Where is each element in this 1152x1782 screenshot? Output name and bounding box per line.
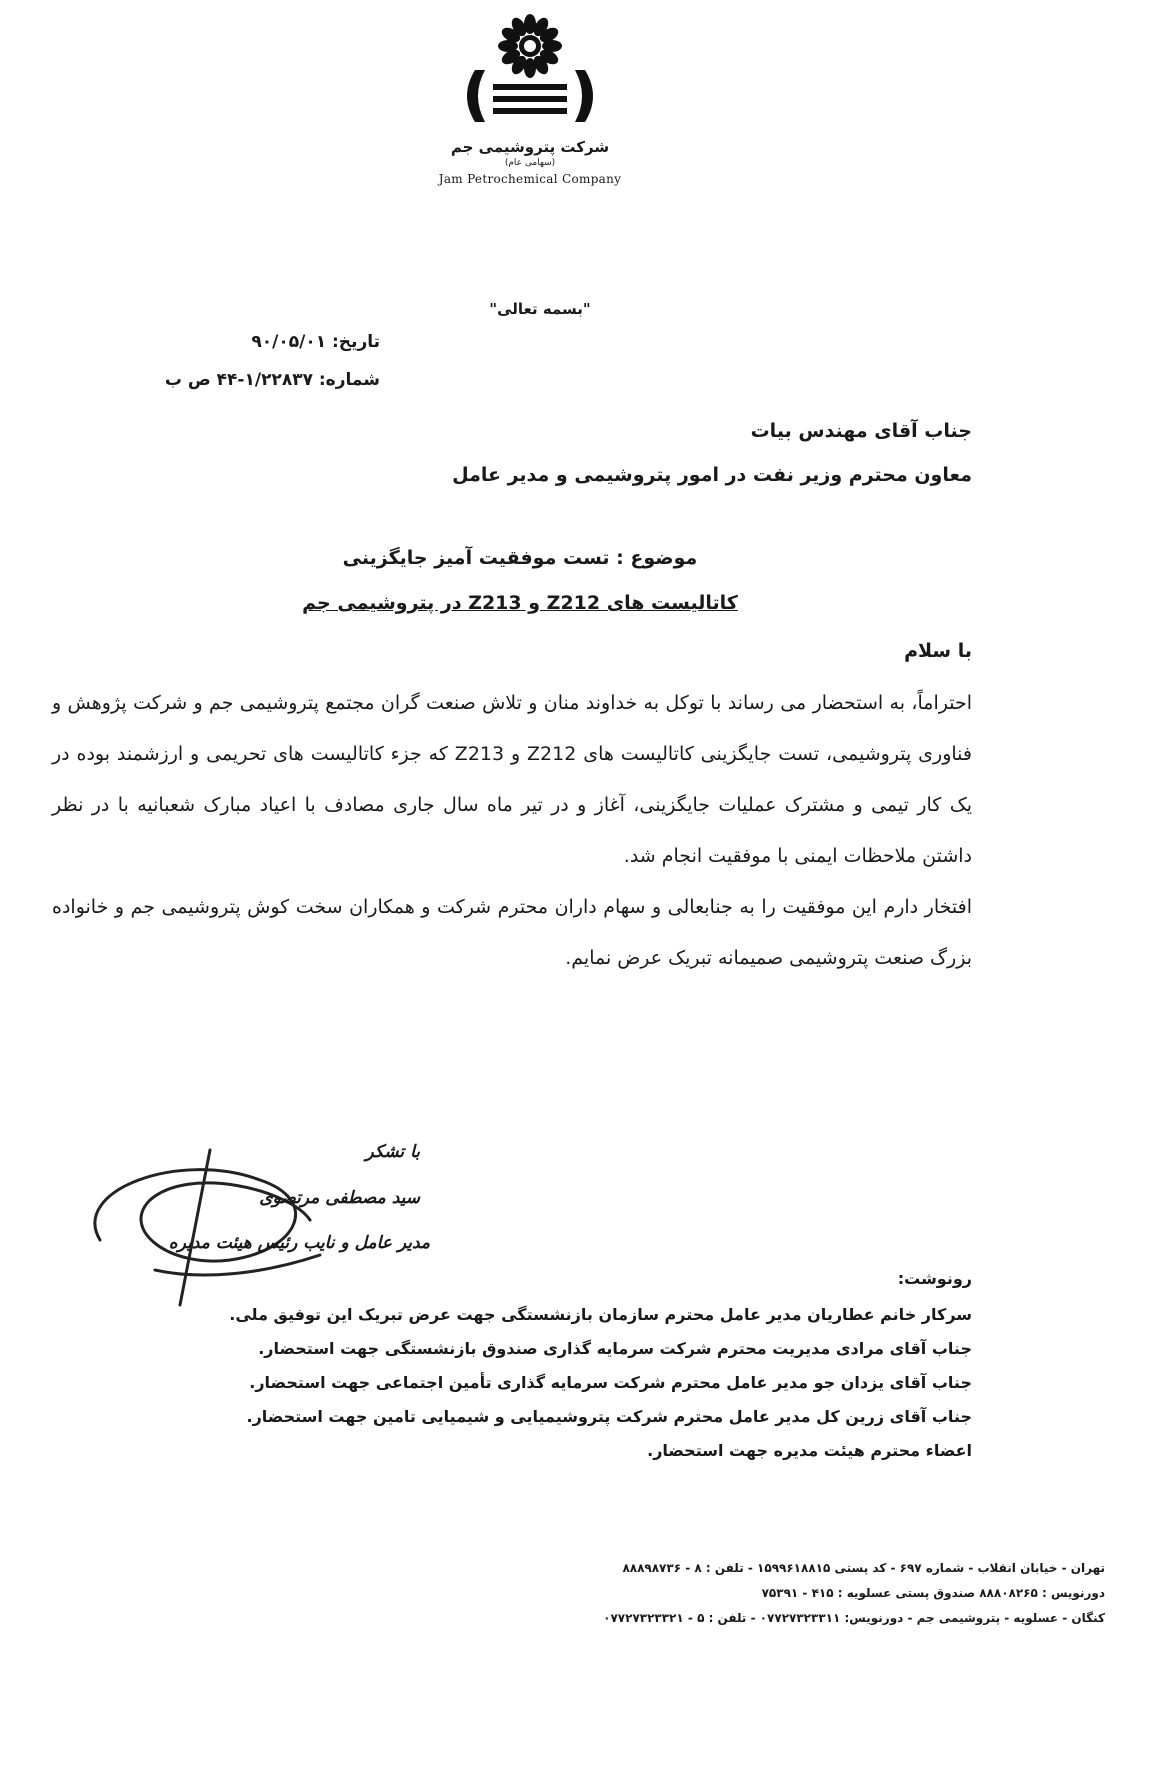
footer-site-address: کنگان - عسلویه - پتروشیمی جم - دورنویس: ۰۷۷۲۷۳۲۳۳۱۱ - تلفن : ۵ - ۰۷۷۲۷۳۲۳۳۲۱ (603, 1611, 1105, 1625)
footer-contact (495, 1556, 1105, 1631)
cc-item: اعضاء محترم هیئت مدیره جهت استحضار. (647, 1441, 972, 1460)
addressee-title: معاون محترم وزیر نفت در امور پتروشیمی و مدیر عامل (452, 464, 972, 486)
footer-fax-pobox: دورنویس : ۸۸۸۰۸۲۶۵ صندوق پستی عسلویه : ۴۱۵ - ۷۵۳۹۱ (761, 1586, 1105, 1600)
letter-body (52, 678, 972, 984)
signature-closing: با تشکر (365, 1142, 420, 1162)
cc-item: جناب آقای مرادی مدیریت محترم شرکت سرمایه گذاری صندوق بازنشستگی جهت استحضار. (258, 1339, 972, 1358)
cc-item: جناب آقای زرین کل مدیر عامل محترم شرکت پتروشیمیایی و شیمیایی تامین جهت استحضار. (246, 1407, 972, 1426)
subject-line-2: کاتالیست های Z212 و Z213 در پتروشیمی جم (302, 592, 738, 614)
signatory-name: سید مصطفی مرتضوی (259, 1188, 420, 1208)
footer-tehran-address: تهران - خیابان انقلاب - شماره ۶۹۷ - کد پستی ۱۵۹۹۶۱۸۸۱۵ - تلفن : ۸ - ۸۸۸۹۸۷۳۶ (622, 1561, 1105, 1575)
company-logo-icon (455, 8, 605, 138)
cc-title: رونوشت: (897, 1269, 972, 1288)
signatory-title: مدیر عامل و نایب رئیس هیئت مدیره (168, 1233, 430, 1253)
addressee-name: جناب آقای مهندس بیات (750, 420, 972, 442)
letter-number: شماره: ۱/۲۲۸۳۷-۴۴ ص ب (164, 370, 380, 390)
body-paragraph-2: افتخار دارم این موفقیت را به جنابعالی و سهام داران محترم شرکت و همکاران سخت کوش پتروشیمی جم و خانواده بزرگ صنعت پتروشیمی صمیمانه تبریک عرض نمایم. (52, 896, 972, 969)
company-type-fa: (سهامی عام) (504, 158, 556, 168)
body-paragraph-1: احتراماً، به استحضار می رساند با توکل به خداوند منان و تلاش صنعت گران مجتمع پتروشیمی جم و شرکت پژوهش و فناوری پتروشیمی، تست جایگزینی کاتالیست های Z212 و Z213 که جزء کاتالیست های تحریمی و ارزشمند بوده در یک کار تیمی و مشترک عملیات جایگزینی، آغاز و در تیر ماه سال جاری مصادف با اعیاد مبارک شعبانیه با در نظر داشتن ملاحظات ایمنی با موفقیت انجام شد. (52, 692, 973, 867)
cc-item: جناب آقای یزدان جو مدیر عامل محترم شرکت سرمایه گذاری تأمین اجتماعی جهت استحضار. (249, 1373, 972, 1392)
invocation: "بسمه تعالی" (489, 300, 591, 318)
cc-item: سرکار خانم عطاریان مدیر عامل محترم سازمان بازنشستگی جهت عرض تبریک این توفیق ملی. (229, 1305, 972, 1324)
company-name-en: Jam Petrochemical Company (438, 172, 622, 186)
greeting: با سلام (904, 640, 972, 662)
letter-date: تاریخ: ۹۰/۰۵/۰۱ (251, 332, 380, 352)
company-name-fa: شرکت پتروشیمی جم (450, 138, 610, 156)
subject-line-1: موضوع : تست موفقیت آمیز جایگزینی (342, 547, 698, 569)
cc-section (152, 1262, 972, 1468)
